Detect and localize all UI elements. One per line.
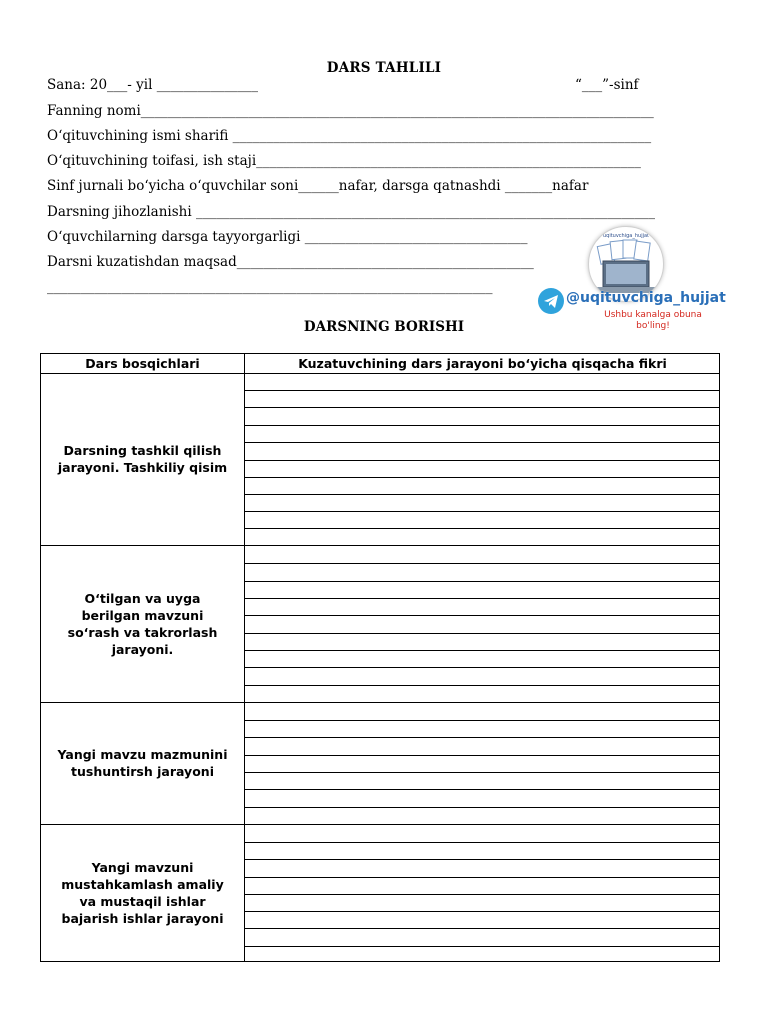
comment-line	[245, 442, 719, 443]
field-preparation: O‘quvchilarning darsga tayyorgarligi _________________________________	[47, 229, 528, 245]
field-date: Sana: 20___- yil _______________	[47, 77, 258, 93]
comment-line	[245, 859, 719, 860]
comment-line	[245, 650, 719, 651]
promo-circle-text: uqituvchiga_hujjat	[602, 233, 649, 239]
lesson-table	[40, 353, 720, 962]
comment-line	[245, 789, 719, 790]
comment-line	[245, 737, 719, 738]
stage-cell: Darsning tashkil qilish jarayoni. Tashkiliy qisim	[57, 443, 228, 475]
stage-cell: O‘tilgan va uyga berilgan mavzuni so‘rash va takrorlash jarayoni.	[67, 590, 218, 657]
stage-cell: Yangi mavzu mazmunini tushuntirsh jarayoni	[57, 747, 228, 779]
table-header-comments: Kuzatuvchining dars jarayoni bo‘yicha qisqacha fikri	[298, 356, 667, 371]
stage-cell: Yangi mavzuni mustahkamlash amaliy va mustaqil ishlar bajarish ishlar jarayoni	[61, 860, 224, 926]
field-teacher-category: O‘qituvchining toifasi, ish staji_________________________________________________________	[47, 153, 641, 169]
comment-line	[245, 807, 719, 808]
comment-line	[245, 425, 719, 426]
field-teacher-name: O‘qituvchining ismi sharifi ______________________________________________________________	[47, 128, 652, 144]
comment-line	[245, 390, 719, 391]
comment-line	[245, 563, 719, 564]
column-divider	[244, 354, 245, 961]
field-class: “___”-sinf	[575, 77, 639, 93]
field-purpose: Darsni kuzatishdan maqsad____________________________________________	[47, 254, 534, 270]
telegram-icon	[538, 288, 564, 314]
comment-line	[245, 494, 719, 495]
comment-line	[245, 581, 719, 582]
comment-line	[245, 460, 719, 461]
field-subject: Fanning nomi____________________________________________________________________________	[47, 103, 654, 119]
comment-line	[245, 911, 719, 912]
comment-line	[245, 528, 719, 529]
promo-handle: @uqituvchiga_hujjat	[566, 290, 726, 306]
comment-line	[245, 894, 719, 895]
comment-line	[245, 667, 719, 668]
comment-line	[245, 877, 719, 878]
comment-line	[245, 407, 719, 408]
comment-line	[245, 755, 719, 756]
comment-line	[245, 685, 719, 686]
promo-subtext: Ushbu kanalga obuna bo'ling!	[604, 310, 702, 331]
comment-line	[245, 946, 719, 947]
comment-line	[245, 842, 719, 843]
field-blank-line: __________________________________________________________________	[47, 279, 493, 295]
field-student-count: Sinf jurnali bo‘yicha o‘quvchilar soni______nafar, darsga qatnashdi _______nafar	[47, 178, 589, 194]
page-title: DARS TAHLILI	[326, 60, 442, 76]
comment-line	[245, 511, 719, 512]
comment-line	[245, 615, 719, 616]
comment-line	[245, 928, 719, 929]
section-title: DARSNING BORISHI	[303, 319, 465, 335]
comment-line	[245, 477, 719, 478]
comment-line	[245, 772, 719, 773]
comment-line	[245, 633, 719, 634]
field-equipment: Darsning jihozlanishi ____________________________________________________________________	[47, 204, 655, 220]
table-header-stages: Dars bosqichlari	[85, 356, 200, 371]
comment-line	[245, 720, 719, 721]
comment-line	[245, 598, 719, 599]
